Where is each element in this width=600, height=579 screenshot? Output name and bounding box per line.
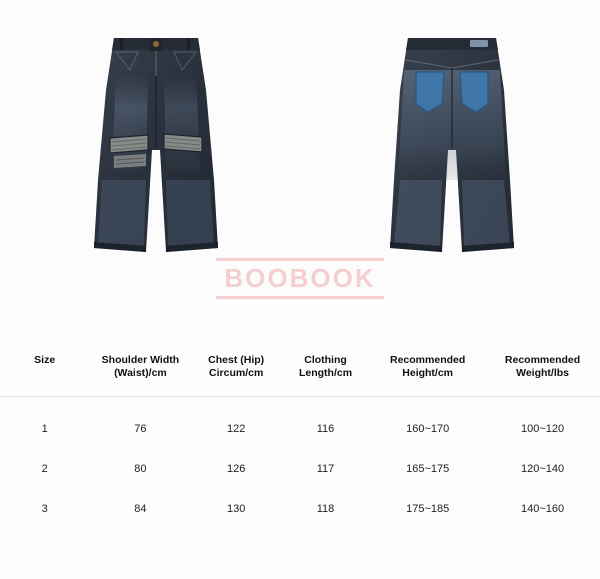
size-chart-table bbox=[0, 340, 600, 529]
brand-watermark bbox=[0, 258, 600, 299]
cell-height: 160~170 bbox=[406, 423, 450, 435]
table-header bbox=[0, 340, 600, 397]
cell-hip: 130 bbox=[226, 503, 246, 515]
cell-length: 117 bbox=[316, 463, 335, 475]
cell-hip: 126 bbox=[226, 463, 246, 475]
table-body bbox=[0, 397, 600, 530]
cell-size: 2 bbox=[41, 463, 48, 475]
cell-length: 118 bbox=[316, 503, 335, 515]
cell-waist: 84 bbox=[134, 503, 147, 515]
watermark-text: BOOBOOK bbox=[216, 258, 383, 299]
cell-hip: 122 bbox=[226, 423, 246, 435]
jeans-back-view bbox=[382, 30, 522, 260]
table-header-row bbox=[0, 340, 600, 397]
cell-height: 175~185 bbox=[406, 503, 450, 515]
cell-height: 165~175 bbox=[406, 463, 450, 475]
column-header-waist: Shoulder Width (Waist)/cm bbox=[89, 340, 191, 397]
size-chart-table-wrapper bbox=[0, 340, 600, 529]
column-header-hip: Chest (Hip) Circum/cm bbox=[191, 340, 280, 397]
column-header-weight: Recommended Weight/lbs bbox=[485, 340, 600, 397]
table-row bbox=[0, 449, 600, 489]
cell-waist: 80 bbox=[134, 463, 147, 475]
cell-waist: 76 bbox=[134, 423, 147, 435]
column-header-size: Size bbox=[0, 340, 89, 397]
column-header-height: Recommended Height/cm bbox=[370, 340, 485, 397]
cell-size: 1 bbox=[41, 423, 48, 435]
table-row bbox=[0, 397, 600, 450]
cell-length: 116 bbox=[316, 423, 335, 435]
cell-weight: 140~160 bbox=[520, 503, 565, 515]
table-row bbox=[0, 489, 600, 529]
column-header-length: Clothing Length/cm bbox=[281, 340, 370, 397]
cell-weight: 100~120 bbox=[520, 423, 565, 435]
cell-size: 3 bbox=[41, 503, 48, 515]
cell-weight: 120~140 bbox=[520, 463, 565, 475]
jeans-front-view bbox=[86, 30, 226, 260]
